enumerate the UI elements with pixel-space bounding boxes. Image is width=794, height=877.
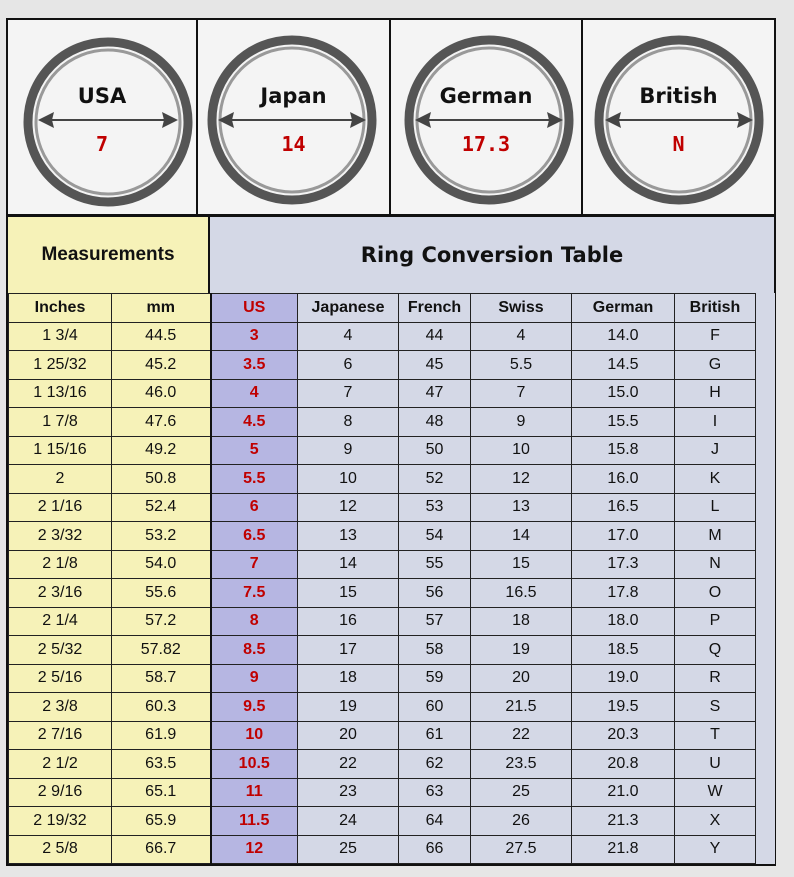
- cell-us: 9.5: [211, 693, 298, 722]
- cell-japanese: 7: [298, 379, 399, 408]
- cell-inches: 1 13/16: [9, 379, 112, 408]
- cell-french: 50: [399, 436, 471, 465]
- cell-german: 16.0: [572, 465, 675, 494]
- col-header-german: German: [572, 294, 675, 323]
- cell-swiss: 22: [471, 721, 572, 750]
- cell-british: P: [675, 607, 756, 636]
- cell-german: 20.8: [572, 750, 675, 779]
- cell-french: 47: [399, 379, 471, 408]
- table-row: [9, 550, 756, 579]
- cell-inches: 2 9/16: [9, 778, 112, 807]
- cell-inches: 2 19/32: [9, 807, 112, 836]
- cell-japanese: 13: [298, 522, 399, 551]
- cell-german: 17.8: [572, 579, 675, 608]
- col-header-swiss: Swiss: [471, 294, 572, 323]
- cell-british: Q: [675, 636, 756, 665]
- cell-us: 10.5: [211, 750, 298, 779]
- cell-inches: 1 15/16: [9, 436, 112, 465]
- table-row: [9, 379, 756, 408]
- cell-mm: 54.0: [112, 550, 211, 579]
- cell-swiss: 18: [471, 607, 572, 636]
- cell-swiss: 25: [471, 778, 572, 807]
- cell-inches: 1 3/4: [9, 322, 112, 351]
- table-row: [9, 322, 756, 351]
- cell-french: 54: [399, 522, 471, 551]
- cell-mm: 63.5: [112, 750, 211, 779]
- measurements-title: Measurements: [8, 217, 210, 293]
- cell-us: 4: [211, 379, 298, 408]
- cell-japanese: 4: [298, 322, 399, 351]
- cell-us: 9: [211, 664, 298, 693]
- cell-german: 14.0: [572, 322, 675, 351]
- cell-inches: 2 5/8: [9, 835, 112, 864]
- cell-inches: 2 1/4: [9, 607, 112, 636]
- cell-us: 5: [211, 436, 298, 465]
- cell-swiss: 26: [471, 807, 572, 836]
- col-header-inches: Inches: [9, 294, 112, 323]
- cell-mm: 49.2: [112, 436, 211, 465]
- ring-japan: [198, 20, 391, 214]
- cell-british: N: [675, 550, 756, 579]
- table-row: [9, 579, 756, 608]
- table-header-row: [9, 294, 756, 323]
- cell-german: 15.0: [572, 379, 675, 408]
- cell-mm: 47.6: [112, 408, 211, 437]
- cell-german: 19.5: [572, 693, 675, 722]
- table-row: [9, 664, 756, 693]
- cell-japanese: 9: [298, 436, 399, 465]
- cell-british: Y: [675, 835, 756, 864]
- cell-mm: 61.9: [112, 721, 211, 750]
- cell-mm: 44.5: [112, 322, 211, 351]
- ring-usa-label: USA: [77, 84, 127, 108]
- cell-swiss: 16.5: [471, 579, 572, 608]
- cell-british: R: [675, 664, 756, 693]
- cell-japanese: 6: [298, 351, 399, 380]
- cell-french: 63: [399, 778, 471, 807]
- cell-british: G: [675, 351, 756, 380]
- cell-japanese: 25: [298, 835, 399, 864]
- cell-us: 4.5: [211, 408, 298, 437]
- col-header-japanese: Japanese: [298, 294, 399, 323]
- ring-japan-label: Japan: [260, 84, 327, 108]
- cell-swiss: 9: [471, 408, 572, 437]
- ring-german-value: 17.3: [461, 132, 511, 156]
- cell-mm: 66.7: [112, 835, 211, 864]
- ring-illustrations: [8, 20, 774, 217]
- cell-us: 7.5: [211, 579, 298, 608]
- cell-french: 57: [399, 607, 471, 636]
- cell-french: 52: [399, 465, 471, 494]
- cell-japanese: 19: [298, 693, 399, 722]
- cell-french: 59: [399, 664, 471, 693]
- table-row: [9, 408, 756, 437]
- cell-french: 48: [399, 408, 471, 437]
- cell-mm: 46.0: [112, 379, 211, 408]
- table-row: [9, 721, 756, 750]
- cell-swiss: 21.5: [471, 693, 572, 722]
- cell-us: 6: [211, 493, 298, 522]
- ring-british: [583, 20, 774, 214]
- cell-british: T: [675, 721, 756, 750]
- cell-swiss: 5.5: [471, 351, 572, 380]
- cell-british: J: [675, 436, 756, 465]
- table-body: [9, 322, 756, 864]
- cell-us: 3.5: [211, 351, 298, 380]
- cell-german: 21.0: [572, 778, 675, 807]
- cell-french: 64: [399, 807, 471, 836]
- ring-british-icon: [583, 20, 774, 214]
- cell-french: 45: [399, 351, 471, 380]
- conversion-table: [8, 293, 756, 864]
- cell-japanese: 15: [298, 579, 399, 608]
- ring-usa-value: 7: [95, 132, 109, 156]
- cell-inches: 2 1/2: [9, 750, 112, 779]
- cell-german: 14.5: [572, 351, 675, 380]
- cell-french: 66: [399, 835, 471, 864]
- cell-japanese: 18: [298, 664, 399, 693]
- cell-british: M: [675, 522, 756, 551]
- ring-british-value: N: [672, 132, 685, 156]
- col-header-mm: mm: [112, 294, 211, 323]
- cell-mm: 65.9: [112, 807, 211, 836]
- cell-us: 11.5: [211, 807, 298, 836]
- cell-british: H: [675, 379, 756, 408]
- cell-german: 21.3: [572, 807, 675, 836]
- cell-british: X: [675, 807, 756, 836]
- cell-german: 18.5: [572, 636, 675, 665]
- cell-japanese: 20: [298, 721, 399, 750]
- cell-us: 6.5: [211, 522, 298, 551]
- cell-french: 55: [399, 550, 471, 579]
- cell-swiss: 10: [471, 436, 572, 465]
- ring-british-label: British: [639, 84, 718, 108]
- cell-british: W: [675, 778, 756, 807]
- ring-german: [391, 20, 583, 214]
- cell-swiss: 15: [471, 550, 572, 579]
- cell-mm: 50.8: [112, 465, 211, 494]
- cell-japanese: 10: [298, 465, 399, 494]
- cell-british: F: [675, 322, 756, 351]
- cell-us: 12: [211, 835, 298, 864]
- cell-german: 15.5: [572, 408, 675, 437]
- table-row: [9, 636, 756, 665]
- cell-inches: 1 7/8: [9, 408, 112, 437]
- col-header-us: US: [211, 294, 298, 323]
- cell-french: 60: [399, 693, 471, 722]
- cell-german: 16.5: [572, 493, 675, 522]
- ring-german-icon: [391, 20, 581, 214]
- cell-swiss: 12: [471, 465, 572, 494]
- col-header-british: British: [675, 294, 756, 323]
- cell-german: 18.0: [572, 607, 675, 636]
- cell-mm: 52.4: [112, 493, 211, 522]
- cell-mm: 57.2: [112, 607, 211, 636]
- cell-swiss: 23.5: [471, 750, 572, 779]
- cell-german: 19.0: [572, 664, 675, 693]
- cell-british: S: [675, 693, 756, 722]
- cell-british: L: [675, 493, 756, 522]
- cell-mm: 53.2: [112, 522, 211, 551]
- cell-inches: 2 3/16: [9, 579, 112, 608]
- cell-french: 58: [399, 636, 471, 665]
- cell-inches: 2 5/16: [9, 664, 112, 693]
- ring-german-label: German: [439, 84, 533, 108]
- table-row: [9, 778, 756, 807]
- cell-japanese: 24: [298, 807, 399, 836]
- cell-inches: 2 5/32: [9, 636, 112, 665]
- cell-inches: 2 3/32: [9, 522, 112, 551]
- cell-inches: 2 7/16: [9, 721, 112, 750]
- cell-french: 44: [399, 322, 471, 351]
- cell-german: 17.3: [572, 550, 675, 579]
- ring-japan-value: 14: [281, 132, 306, 156]
- col-header-french: French: [399, 294, 471, 323]
- cell-french: 53: [399, 493, 471, 522]
- cell-german: 17.0: [572, 522, 675, 551]
- cell-japanese: 14: [298, 550, 399, 579]
- cell-inches: 1 25/32: [9, 351, 112, 380]
- cell-german: 20.3: [572, 721, 675, 750]
- ring-japan-icon: [198, 20, 389, 214]
- table-row: [9, 835, 756, 864]
- conversion-table-title: Ring Conversion Table: [210, 217, 774, 293]
- cell-inches: 2 1/8: [9, 550, 112, 579]
- cell-british: K: [675, 465, 756, 494]
- cell-swiss: 7: [471, 379, 572, 408]
- cell-mm: 45.2: [112, 351, 211, 380]
- cell-us: 10: [211, 721, 298, 750]
- cell-japanese: 22: [298, 750, 399, 779]
- cell-french: 56: [399, 579, 471, 608]
- cell-french: 62: [399, 750, 471, 779]
- table-row: [9, 750, 756, 779]
- ring-usa: [8, 20, 198, 214]
- cell-swiss: 13: [471, 493, 572, 522]
- cell-japanese: 17: [298, 636, 399, 665]
- table-row: [9, 607, 756, 636]
- cell-mm: 58.7: [112, 664, 211, 693]
- cell-swiss: 20: [471, 664, 572, 693]
- cell-us: 7: [211, 550, 298, 579]
- cell-japanese: 8: [298, 408, 399, 437]
- cell-inches: 2: [9, 465, 112, 494]
- cell-inches: 2 1/16: [9, 493, 112, 522]
- table-row: [9, 465, 756, 494]
- cell-us: 8.5: [211, 636, 298, 665]
- cell-us: 8: [211, 607, 298, 636]
- table-right-margin: [755, 293, 775, 864]
- table-row: [9, 436, 756, 465]
- table-row: [9, 693, 756, 722]
- cell-mm: 65.1: [112, 778, 211, 807]
- ring-usa-icon: [8, 20, 196, 214]
- cell-us: 3: [211, 322, 298, 351]
- table-row: [9, 351, 756, 380]
- cell-british: I: [675, 408, 756, 437]
- cell-swiss: 14: [471, 522, 572, 551]
- table-row: [9, 493, 756, 522]
- cell-swiss: 4: [471, 322, 572, 351]
- ring-size-chart: [6, 18, 776, 866]
- cell-japanese: 23: [298, 778, 399, 807]
- cell-british: U: [675, 750, 756, 779]
- cell-us: 11: [211, 778, 298, 807]
- cell-german: 21.8: [572, 835, 675, 864]
- table-row: [9, 522, 756, 551]
- cell-us: 5.5: [211, 465, 298, 494]
- cell-swiss: 27.5: [471, 835, 572, 864]
- cell-british: O: [675, 579, 756, 608]
- cell-japanese: 12: [298, 493, 399, 522]
- cell-mm: 55.6: [112, 579, 211, 608]
- cell-german: 15.8: [572, 436, 675, 465]
- cell-mm: 57.82: [112, 636, 211, 665]
- cell-swiss: 19: [471, 636, 572, 665]
- cell-inches: 2 3/8: [9, 693, 112, 722]
- cell-mm: 60.3: [112, 693, 211, 722]
- cell-french: 61: [399, 721, 471, 750]
- cell-japanese: 16: [298, 607, 399, 636]
- table-row: [9, 807, 756, 836]
